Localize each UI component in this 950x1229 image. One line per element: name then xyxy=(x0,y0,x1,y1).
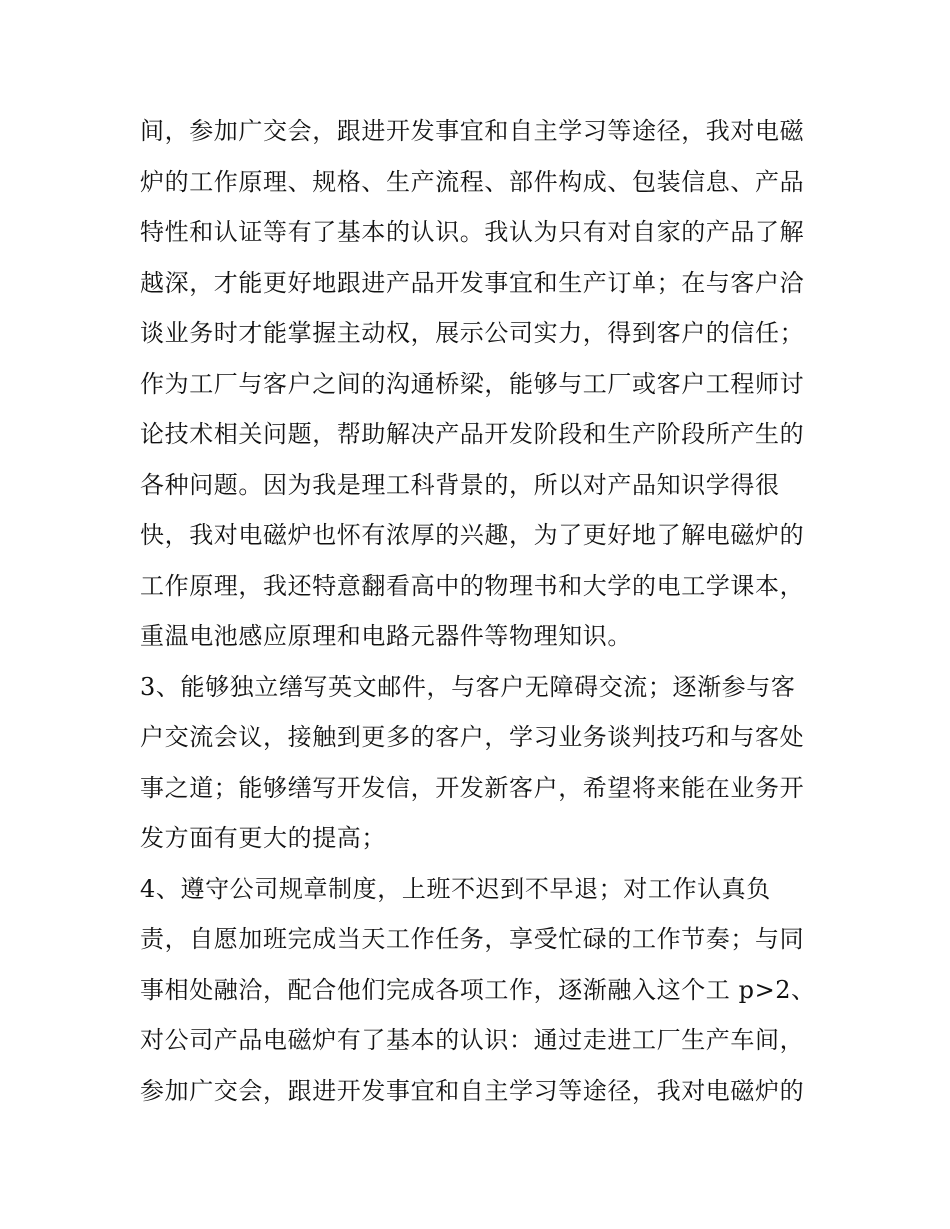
text-line: 工作原理，我还特意翻看高中的物理书和大学的电工学课本， xyxy=(140,571,805,600)
text-line: 炉的工作原理、规格、生产流程、部件构成、包装信息、产品 xyxy=(140,167,805,196)
text-line: 对公司产品电磁炉有了基本的认识：通过走进工厂生产车间， xyxy=(140,1026,805,1054)
text-line: 4、遵守公司规章制度，上班不迟到不早退；对工作认真负 xyxy=(140,874,771,903)
text-line: 越深，才能更好地跟进产品开发事宜和生产订单；在与客户洽 xyxy=(140,268,805,297)
text-line: 作为工厂与客户之间的沟通桥梁，能够与工厂或客户工程师讨 xyxy=(140,369,805,398)
text-line: 3、能够独立缮写英文邮件，与客户无障碍交流；逐渐参与客 xyxy=(140,672,796,701)
text-line: 重温电池感应原理和电路元器件等物理知识。 xyxy=(140,622,632,650)
text-line: 间，参加广交会，跟进开发事宜和自主学习等途径，我对电磁 xyxy=(140,117,805,145)
text-line: 谈业务时才能掌握主动权，展示公司实力，得到客户的信任； xyxy=(140,319,805,347)
text-line: 论技术相关问题，帮助解决产品开发阶段和生产阶段所产生的 xyxy=(140,420,805,448)
text-line: 户交流会议，接触到更多的客户，学习业务谈判技巧和与客处 xyxy=(140,723,805,751)
text-line: 发方面有更大的提高； xyxy=(140,824,386,852)
text-line: 参加广交会，跟进开发事宜和自主学习等途径，我对电磁炉的 xyxy=(140,1076,805,1105)
text-line: 特性和认证等有了基本的认识。我认为只有对自家的产品了解 xyxy=(140,218,805,246)
body-text xyxy=(140,106,820,1116)
text-line: 快，我对电磁炉也怀有浓厚的兴趣，为了更好地了解电磁炉的 xyxy=(140,521,805,549)
text-line: 责，自愿加班完成当天工作任务，享受忙碌的工作节奏；与同 xyxy=(140,925,805,953)
text-line: 各种问题。因为我是理工科背景的，所以对产品知识学得很 xyxy=(140,470,780,499)
text-line: 事之道；能够缮写开发信，开发新客户，希望将来能在业务开 xyxy=(140,773,805,802)
text-line: 事相处融洽，配合他们完成各项工作，逐渐融入这个工 p>2、 xyxy=(140,975,816,1004)
